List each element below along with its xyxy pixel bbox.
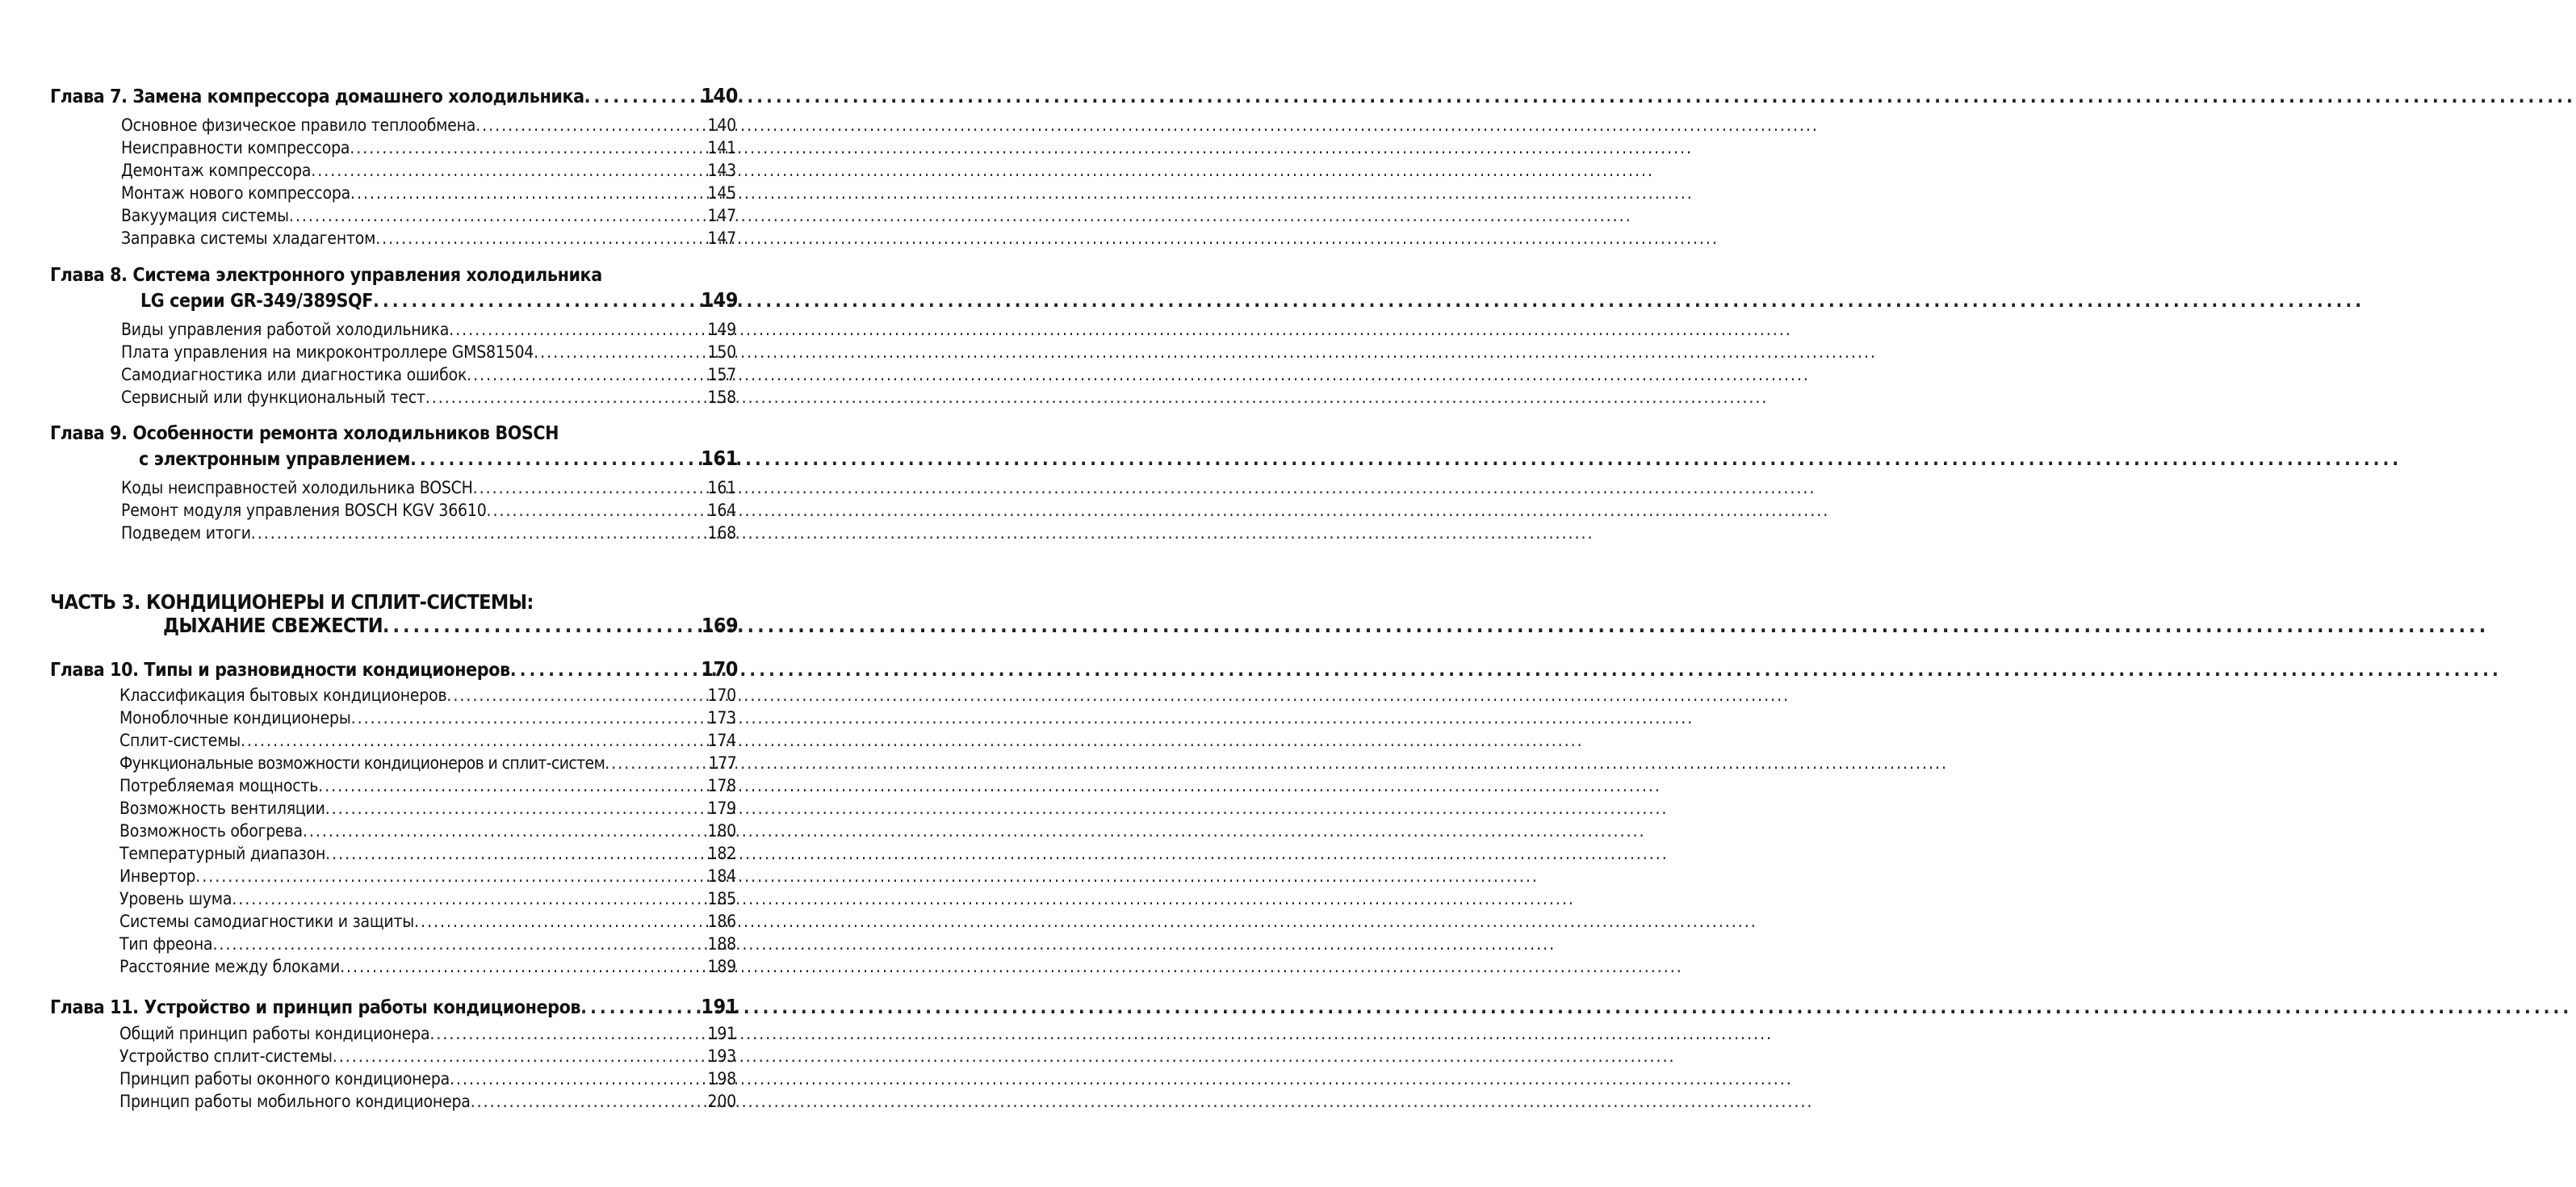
toc-entry[interactable] [121,478,736,497]
entry-title: Демонтаж компрессора [121,161,312,180]
entry-title: Уровень шума [119,889,232,908]
toc-entry[interactable] [121,206,736,225]
page-number: 182 [707,844,736,863]
toc-entry[interactable] [121,388,736,407]
entry-title: Потребляемая мощность [119,776,319,795]
page-number: 147 [707,229,736,248]
entry-title: Неисправности компрессора [121,138,350,157]
leader-dots [471,1092,705,1111]
toc-entry[interactable] [119,1069,736,1088]
leader-dots [289,206,705,225]
leader-dots [311,161,704,180]
entry-title: Сервисный или функциональный тест [121,388,425,407]
entry-title: Принцип работы оконного кондиционера [119,1069,450,1088]
page-number: 164 [707,501,736,520]
leader-dots [232,889,704,908]
toc-entry[interactable] [121,501,736,520]
toc-entry[interactable] [119,686,736,705]
page-number: 157 [707,365,736,384]
toc-entry[interactable] [119,957,736,976]
entry-title: Функциональные возможности кондиционеров и сплит-систем [119,753,605,773]
chapter-title: Глава 7. Замена компрессора домашнего холодильника [50,86,584,107]
entry-title: Инвертор [119,866,196,886]
page-number: 169 [701,614,738,637]
leader-dots [473,478,705,497]
page-number: 161 [701,447,738,470]
page-number: 168 [707,523,736,543]
toc-chapter-8-title[interactable]: Глава 8. Система электронного управления холодильника [50,265,602,286]
toc-chapter-8[interactable] [140,288,738,312]
leader-dots [333,1046,705,1066]
leader-dots [580,997,697,1018]
leader-dots [375,229,704,248]
page-number: 200 [707,1092,736,1111]
toc-entry[interactable] [121,365,736,384]
leader-dots [429,1024,704,1043]
page-number: 140 [701,84,738,107]
page-number: 158 [707,388,736,407]
toc-entry[interactable] [121,138,736,157]
page-number: 191 [701,995,738,1018]
page-number: 191 [707,1024,736,1043]
toc-entry[interactable] [119,866,736,886]
entry-title: Принцип работы мобильного кондиционера [119,1092,471,1111]
toc-chapter-9[interactable] [139,447,738,470]
page-number: 143 [707,161,736,180]
leader-dots [195,866,704,886]
toc-chapter-11[interactable] [50,995,738,1018]
entry-title: Ремонт модуля управления BOSCH KGV 36610 [121,501,487,520]
toc-entry[interactable] [121,523,736,543]
page-number: 145 [707,183,736,203]
toc-entry[interactable] [119,1092,736,1111]
leader-dots [373,291,697,312]
page-number: 149 [701,288,738,312]
leader-dots [318,776,704,795]
page-number: 147 [707,206,736,225]
toc-entry[interactable] [121,183,736,203]
page-number: 193 [707,1046,736,1066]
toc-entry[interactable] [121,229,736,248]
leader-dots [467,365,704,384]
entry-title: Возможность вентиляции [119,799,325,818]
leader-dots [350,138,704,157]
page-number: 189 [707,957,736,976]
entry-title: Вакуумация системы [121,206,289,225]
chapter-title: LG серии GR-349/389SQF [140,291,373,312]
entry-title: Возможность обогрева [119,821,303,841]
toc-entry[interactable] [121,161,736,180]
toc-entry[interactable] [119,1046,736,1066]
entry-title: Классификация бытовых кондиционеров [119,686,447,705]
entry-title: Подведем итоги [121,523,251,543]
leader-dots [383,614,698,637]
page-number: 188 [707,934,736,954]
toc-entry[interactable] [119,799,736,818]
page-number: 177 [708,753,736,773]
page-number: 174 [707,731,736,750]
toc-entry[interactable] [119,708,736,728]
toc-entry[interactable] [121,115,736,135]
entry-title: Тип фреона [119,934,213,954]
page-number: 173 [707,708,736,728]
page-number: 149 [707,320,736,339]
leader-dots [340,957,704,976]
leader-dots [410,449,697,470]
entry-title: Заправка системы хладагентом [121,229,376,248]
leader-dots [510,660,698,681]
leader-dots [475,115,704,135]
entry-title: Коды неисправностей холодильника BOSCH [121,478,473,497]
leader-dots [351,708,705,728]
entry-title: Монтаж нового компрессора [121,183,351,203]
entry-title: Моноблочные кондиционеры [119,708,351,728]
page-number: 170 [707,686,736,705]
toc-chapter-9-title[interactable]: Глава 9. Особенности ремонта холодильников BOSCH [50,423,559,444]
leader-dots [425,388,705,407]
page-number: 161 [707,478,736,497]
leader-dots [212,934,704,954]
page-number: 186 [707,912,736,931]
part-title: ДЫХАНИЕ СВЕЖЕСТИ [163,614,383,637]
chapter-title: Глава 10. Типы и разновидности кондиционеров [50,660,510,681]
leader-dots [449,320,704,339]
toc-entry[interactable] [119,912,736,931]
toc-entry[interactable] [121,342,736,362]
page-number: 198 [707,1069,736,1088]
toc-entry[interactable] [119,1024,736,1043]
leader-dots [487,501,705,520]
page-number: 178 [707,776,736,795]
page-number: 150 [707,342,736,362]
leader-dots [605,753,705,773]
entry-title: Устройство сплит-системы [119,1046,333,1066]
chapter-title: с электронным управлением [139,449,411,470]
leader-dots [241,731,705,750]
entry-title: Расстояние между блоками [119,957,341,976]
page-number: 184 [707,866,736,886]
toc-part-3[interactable] [163,614,738,637]
page-number: 141 [707,138,736,157]
leader-dots [446,686,704,705]
toc-entry[interactable] [119,776,736,795]
toc-page [0,0,807,1187]
leader-dots [414,912,705,931]
toc-entry[interactable] [119,844,736,863]
leader-dots [534,342,704,362]
toc-entry[interactable] [119,731,736,750]
page-number: 140 [707,115,736,135]
entry-title: Сплит-системы [119,731,241,750]
leader-dots [325,799,705,818]
entry-title: Самодиагностика или диагностика ошибок [121,365,467,384]
entry-title: Общий принцип работы кондиционера [119,1024,430,1043]
page-number: 179 [707,799,736,818]
toc-entry[interactable] [121,320,736,339]
leader-dots [325,844,704,863]
entry-title: Основное физическое правило теплообмена [121,115,476,135]
entry-title: Виды управления работой холодильника [121,320,450,339]
page-number: 180 [707,821,736,841]
leader-dots [303,821,705,841]
leader-dots [251,523,705,543]
toc-part-3-title[interactable]: ЧАСТЬ 3. КОНДИЦИОНЕРЫ И СПЛИТ-СИСТЕМЫ: [50,590,534,614]
page-number: 170 [701,657,738,681]
toc-entry[interactable] [119,934,736,954]
entry-title: Системы самодиагностики и защиты [119,912,415,931]
leader-dots [450,1069,705,1088]
toc-entry[interactable] [119,753,736,773]
entry-title: Плата управления на микроконтроллере GMS81504 [121,342,534,362]
page-number: 185 [707,889,736,908]
toc-entry[interactable] [119,889,736,908]
toc-chapter-10[interactable] [50,657,738,681]
chapter-title: Глава 11. Устройство и принцип работы кондиционеров [50,997,581,1018]
entry-title: Температурный диапазон [119,844,326,863]
toc-entry[interactable] [119,821,736,841]
toc-chapter-7[interactable] [50,84,738,107]
leader-dots [584,86,698,107]
leader-dots [350,183,705,203]
